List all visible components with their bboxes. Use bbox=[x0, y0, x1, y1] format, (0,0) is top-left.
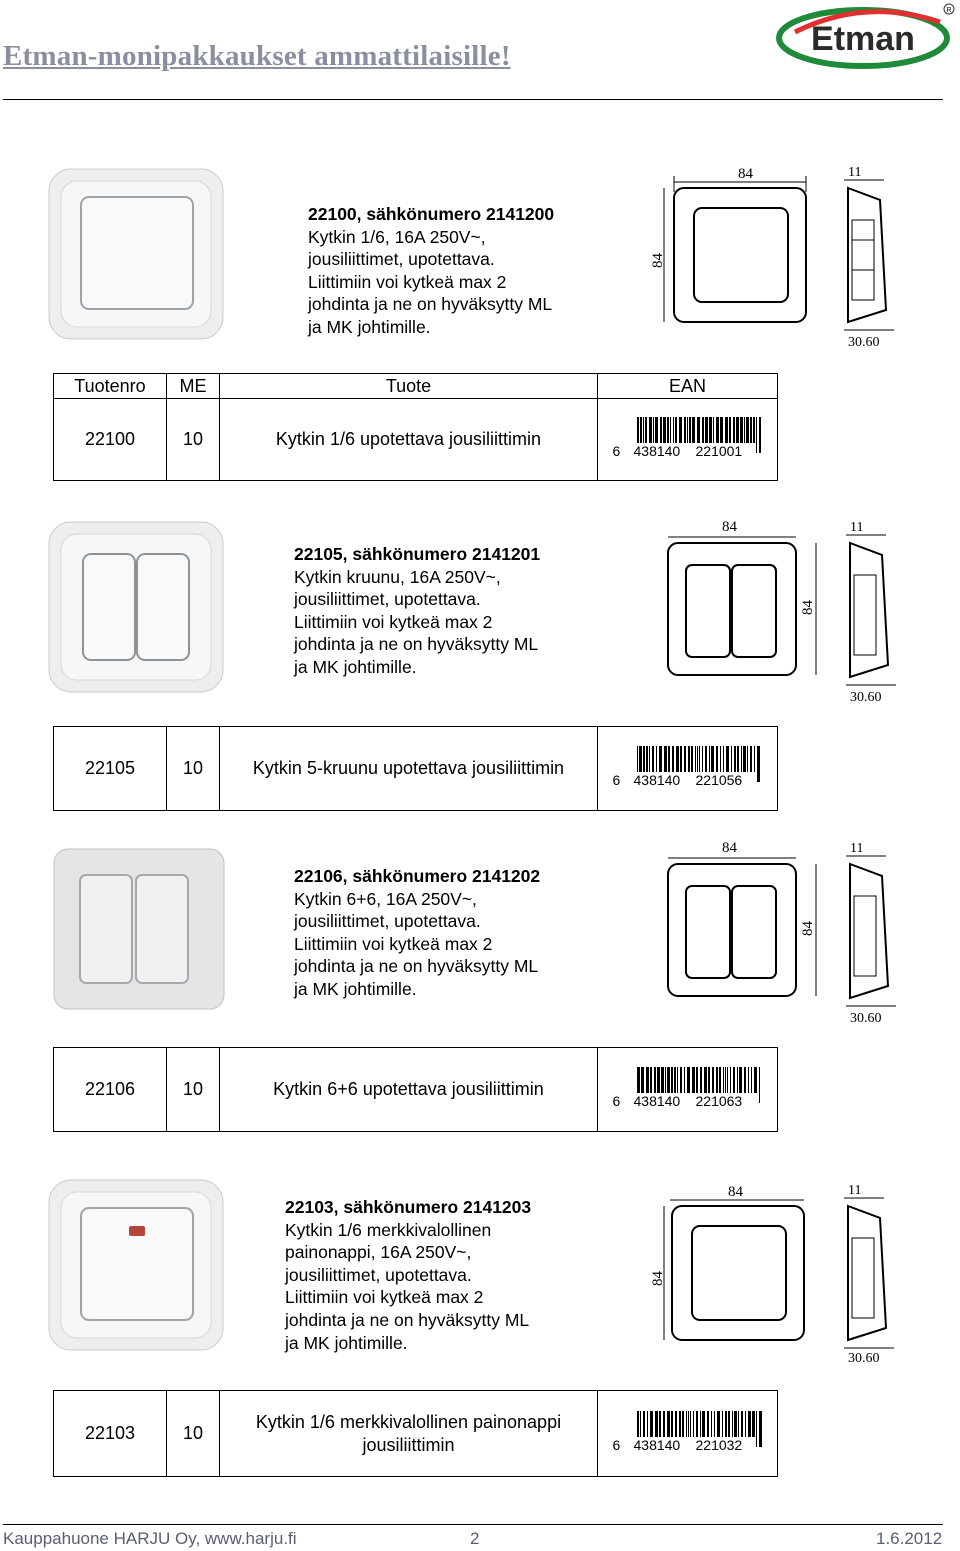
barcode-bar bbox=[733, 1067, 735, 1093]
barcode-bar bbox=[672, 746, 674, 772]
table-row: 22106 10 Kytkin 6+6 upotettava jousiliittimin 6 438140 221063 bbox=[54, 1048, 778, 1132]
barcode-bar bbox=[667, 1411, 670, 1437]
page-title: Etman-monipakkaukset ammattilaisille! bbox=[3, 40, 511, 72]
svg-text:11: 11 bbox=[848, 1183, 862, 1198]
barcode-bar bbox=[643, 746, 645, 772]
barcode-bar bbox=[743, 746, 746, 772]
barcode-bar bbox=[731, 746, 732, 772]
footer-date: 1.6.2012 bbox=[876, 1529, 943, 1548]
footer-rule bbox=[3, 1524, 943, 1525]
barcode-bar bbox=[725, 1067, 726, 1093]
switch-photo-double bbox=[50, 845, 228, 1015]
barcode-bar bbox=[725, 1411, 727, 1437]
product-table bbox=[53, 726, 778, 811]
svg-text:11: 11 bbox=[848, 165, 862, 180]
barcode-bar bbox=[684, 417, 686, 443]
barcode-bar bbox=[714, 1411, 715, 1437]
barcode-bar bbox=[656, 746, 657, 772]
barcode-bar bbox=[757, 746, 760, 782]
barcode-bar bbox=[705, 417, 708, 443]
barcode-bar bbox=[663, 417, 666, 443]
barcode-bar bbox=[667, 1067, 670, 1093]
barcode-bar bbox=[652, 746, 654, 772]
barcode-bar bbox=[675, 417, 677, 443]
barcode-bar bbox=[661, 1067, 664, 1093]
barcode-bar bbox=[646, 1067, 649, 1093]
barcode-bar bbox=[702, 417, 704, 443]
barcode-bar bbox=[643, 1411, 645, 1437]
svg-text:84: 84 bbox=[800, 600, 816, 615]
barcode-bar bbox=[707, 1411, 709, 1437]
barcode-bar bbox=[716, 417, 719, 443]
barcode-bar bbox=[744, 417, 745, 443]
col-header-ean: EAN bbox=[598, 374, 778, 399]
barcode-bar bbox=[692, 1067, 695, 1093]
barcode-bar bbox=[671, 1067, 673, 1093]
barcode-bar bbox=[679, 417, 682, 443]
barcode-bar bbox=[675, 1411, 677, 1437]
barcode-bar bbox=[754, 1067, 757, 1093]
barcode-bar bbox=[680, 1067, 682, 1093]
barcode-bar bbox=[711, 746, 714, 772]
svg-text:30.60: 30.60 bbox=[850, 1011, 882, 1026]
barcode-bar bbox=[720, 746, 721, 772]
product-description: 22100, sähkönumero 2141200 Kytkin 1/6, 16A 250V~, jousiliittimet, upotettava. Liittimiin voi kytkeä max 2 johdinta ja ne on hyväksytty ML ja MK johtimille. bbox=[308, 204, 555, 337]
svg-text:84: 84 bbox=[800, 921, 816, 936]
barcode-bar bbox=[679, 1411, 681, 1437]
col-header-tuote: Tuote bbox=[220, 374, 598, 399]
barcode-bar bbox=[665, 1067, 666, 1093]
ean-barcode: 6 438140 221001 bbox=[613, 417, 763, 463]
barcode-bar bbox=[655, 1411, 658, 1437]
svg-text:84: 84 bbox=[722, 519, 737, 535]
barcode-bar bbox=[659, 746, 662, 772]
barcode-bar bbox=[709, 746, 710, 772]
barcode-bar bbox=[705, 746, 707, 772]
barcode-bar bbox=[732, 1411, 733, 1437]
barcode-bar bbox=[704, 1067, 707, 1093]
barcode-bar bbox=[730, 1067, 731, 1093]
product-description: 22106, sähkönumero 2141202 Kytkin 6+6, 16A 250V~, jousiliittimet, upotettava. Liittimiin voi kytkeä max 2 johdinta ja ne on hyväksytty ML ja MK johtimille. bbox=[294, 866, 541, 999]
barcode-bar bbox=[676, 746, 679, 772]
barcode-bar bbox=[657, 1067, 660, 1093]
barcode-bar bbox=[723, 1067, 724, 1093]
barcode-bar bbox=[649, 417, 652, 443]
barcode-bar bbox=[695, 746, 696, 772]
switch-photo-single bbox=[45, 165, 227, 343]
barcode-bar bbox=[713, 417, 714, 443]
barcode-bar bbox=[649, 746, 650, 772]
col-header-tuotenro: Tuotenro bbox=[54, 374, 167, 399]
barcode-bar bbox=[745, 1411, 746, 1437]
barcode-bar bbox=[759, 1067, 760, 1103]
barcode-bar bbox=[734, 1411, 737, 1437]
svg-text:84: 84 bbox=[728, 1184, 743, 1200]
footer-page-number: 2 bbox=[470, 1529, 480, 1548]
footer-company: Kauppahuone HARJU Oy, www.harju.fi bbox=[3, 1529, 297, 1548]
barcode-bar bbox=[720, 417, 723, 443]
switch-photo-indicator bbox=[45, 1176, 227, 1354]
barcode-bar bbox=[677, 1067, 678, 1093]
barcode-bar bbox=[739, 1067, 742, 1093]
barcode-bar bbox=[687, 417, 688, 443]
barcode-bar bbox=[686, 1411, 687, 1437]
barcode-bar bbox=[754, 746, 755, 772]
svg-text:30.60: 30.60 bbox=[848, 335, 880, 350]
barcode-bar bbox=[674, 1067, 676, 1093]
barcode-bar bbox=[712, 1067, 714, 1093]
barcode-bar bbox=[691, 746, 693, 772]
col-header-me: ME bbox=[167, 374, 220, 399]
barcode-bar bbox=[687, 1067, 690, 1093]
barcode-bar bbox=[750, 746, 752, 772]
product-description: 22105, sähkönumero 2141201 Kytkin kruunu, 16A 250V~, jousiliittimet, upotettava. Liittimiin voi kytkeä max 2 johdinta ja ne on hyväksytty ML ja MK johtimille. bbox=[294, 544, 541, 677]
barcode-bar bbox=[684, 746, 686, 772]
dimension-drawing bbox=[640, 1178, 900, 1370]
barcode-bar bbox=[664, 746, 667, 772]
barcode-bar bbox=[741, 1411, 743, 1437]
barcode-bar bbox=[740, 417, 743, 443]
barcode-bar bbox=[747, 746, 748, 772]
barcode-bar bbox=[646, 746, 648, 772]
barcode-bar bbox=[689, 417, 691, 443]
barcode-bar bbox=[753, 417, 755, 443]
barcode-bar bbox=[647, 1411, 648, 1437]
barcode-bar bbox=[736, 417, 739, 443]
svg-text:30.60: 30.60 bbox=[848, 1351, 880, 1366]
svg-text:R: R bbox=[946, 7, 952, 14]
barcode-bar bbox=[690, 1411, 691, 1437]
indicator-light-icon bbox=[129, 1226, 145, 1236]
barcode-bar bbox=[650, 1411, 653, 1437]
barcode-bar bbox=[709, 417, 712, 443]
ean-barcode: 6 438140 221063 bbox=[613, 1067, 763, 1113]
barcode-bar bbox=[726, 746, 729, 772]
etman-logo bbox=[775, 2, 958, 72]
product-table bbox=[53, 1390, 778, 1477]
ean-barcode: 6 438140 221056 bbox=[613, 746, 763, 792]
barcode-bar bbox=[671, 1411, 673, 1437]
barcode-bar bbox=[654, 1067, 656, 1093]
barcode-bar bbox=[660, 417, 662, 443]
barcode-bar bbox=[716, 1067, 718, 1093]
barcode-bar bbox=[759, 417, 761, 453]
table-row: 22103 10 Kytkin 1/6 merkkivalollinen painonappi jousiliittimin 6 438140 221032 bbox=[54, 1391, 778, 1477]
barcode-bar bbox=[668, 746, 670, 772]
barcode-bar bbox=[723, 746, 724, 772]
barcode-bar bbox=[750, 417, 752, 443]
svg-text:84: 84 bbox=[650, 1271, 666, 1286]
barcode-bar bbox=[670, 417, 671, 443]
logo-text: Etman bbox=[811, 20, 915, 58]
barcode-bar bbox=[717, 1411, 720, 1437]
barcode-bar bbox=[682, 1411, 684, 1437]
barcode-bar bbox=[737, 746, 739, 772]
barcode-bar bbox=[711, 1411, 712, 1437]
barcode-bar bbox=[756, 417, 757, 453]
barcode-bar bbox=[659, 1411, 661, 1437]
barcode-bar bbox=[722, 1411, 723, 1437]
product-description: 22103, sähkönumero 2141203 Kytkin 1/6 merkkivalollinen painonappi, 16A 250V~, jousiliittimet, upotettava. Liittimiin voi kytkeä max 2 johdinta ja ne on hyväksytty ML ja MK johtimille. bbox=[285, 1197, 532, 1353]
dimension-drawing bbox=[648, 160, 898, 355]
barcode-bar bbox=[727, 1067, 728, 1093]
barcode-bar bbox=[650, 1067, 652, 1093]
table-row: 22105 10 Kytkin 5-kruunu upotettava jousiliittimin 6 438140 221056 bbox=[54, 727, 778, 811]
header-rule bbox=[3, 99, 943, 100]
barcode-bar bbox=[737, 1067, 738, 1093]
barcode-bar bbox=[684, 1067, 685, 1093]
barcode-bar bbox=[752, 1411, 755, 1437]
barcode-bar bbox=[729, 417, 731, 443]
dimension-drawing bbox=[660, 836, 900, 1028]
barcode-bar bbox=[702, 746, 703, 772]
svg-text:84: 84 bbox=[722, 840, 737, 856]
barcode-bar bbox=[725, 417, 728, 443]
barcode-bar bbox=[680, 746, 682, 772]
barcode-bar bbox=[667, 417, 669, 443]
barcode-bar bbox=[688, 746, 690, 772]
ean-barcode: 6 438140 221032 bbox=[613, 1411, 763, 1457]
barcode-bar bbox=[663, 1411, 665, 1437]
svg-text:11: 11 bbox=[850, 841, 864, 856]
barcode-bar bbox=[655, 417, 658, 443]
barcode-bar bbox=[756, 1411, 757, 1447]
barcode-bar bbox=[708, 1067, 710, 1093]
barcode-bar bbox=[716, 746, 718, 772]
barcode-bar bbox=[738, 1411, 739, 1437]
svg-text:84: 84 bbox=[738, 166, 753, 182]
svg-text:84: 84 bbox=[650, 253, 666, 268]
barcode-bar bbox=[692, 417, 695, 443]
barcode-bar bbox=[728, 1411, 730, 1437]
barcode-bar bbox=[719, 1067, 721, 1093]
barcode-bar bbox=[693, 1411, 694, 1437]
table-row: 22100 10 Kytkin 1/6 upotettava jousiliittimin 6 438140 221001 bbox=[54, 399, 778, 481]
switch-photo-double bbox=[45, 518, 227, 696]
barcode-bar bbox=[734, 746, 736, 772]
barcode-bar bbox=[748, 1067, 749, 1093]
barcode-bar bbox=[641, 1067, 644, 1093]
barcode-bar bbox=[688, 1411, 689, 1437]
barcode-bar bbox=[653, 417, 654, 443]
barcode-bar bbox=[746, 417, 749, 443]
svg-text:30.60: 30.60 bbox=[850, 690, 882, 705]
barcode-bar bbox=[645, 417, 647, 443]
barcode-bar bbox=[751, 1067, 752, 1093]
product-table bbox=[53, 373, 778, 481]
barcode-bar bbox=[733, 417, 735, 443]
barcode-bar bbox=[741, 746, 742, 772]
barcode-bar bbox=[673, 417, 674, 443]
barcode-bar bbox=[643, 417, 644, 443]
barcode-bar bbox=[759, 1411, 762, 1447]
product-table bbox=[53, 1047, 778, 1132]
barcode-bar bbox=[748, 1411, 751, 1437]
barcode-bar bbox=[702, 1411, 705, 1437]
dimension-drawing bbox=[660, 515, 900, 707]
svg-text:11: 11 bbox=[850, 520, 864, 535]
barcode-bar bbox=[744, 1067, 746, 1093]
